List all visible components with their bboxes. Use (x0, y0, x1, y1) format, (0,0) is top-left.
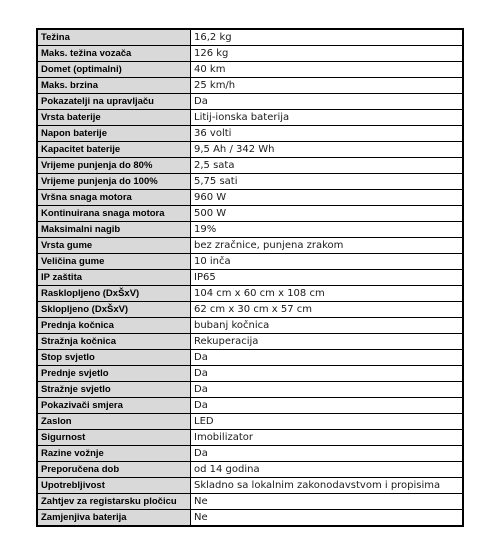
spec-value: Da (191, 382, 464, 398)
spec-value: 500 W (191, 206, 464, 222)
spec-label: Domet (optimalni) (37, 62, 191, 78)
spec-row (37, 366, 463, 382)
spec-value: Ne (191, 510, 464, 527)
spec-row (37, 270, 463, 286)
spec-label: Vrsta baterije (37, 110, 191, 126)
spec-label: Zamjenjiva baterija (37, 510, 191, 527)
spec-row (37, 286, 463, 302)
spec-label: Pokazatelji na upravljaču (37, 94, 191, 110)
spec-value: 960 W (191, 190, 464, 206)
spec-row (37, 350, 463, 366)
spec-value: Litij-ionska baterija (191, 110, 464, 126)
spec-label: Upotrebljivost (37, 478, 191, 494)
spec-row (37, 302, 463, 318)
spec-label: Pokazivači smjera (37, 398, 191, 414)
spec-row (37, 430, 463, 446)
spec-label: Prednja kočnica (37, 318, 191, 334)
spec-label: Veličina gume (37, 254, 191, 270)
spec-value: LED (191, 414, 464, 430)
spec-row (37, 190, 463, 206)
spec-label: Zaslon (37, 414, 191, 430)
spec-label: Razine vožnje (37, 446, 191, 462)
spec-row (37, 478, 463, 494)
spec-row (37, 238, 463, 254)
spec-label: Prednje svjetlo (37, 366, 191, 382)
spec-value: 10 inča (191, 254, 464, 270)
spec-label: Sigurnost (37, 430, 191, 446)
spec-row (37, 29, 463, 46)
spec-row (37, 446, 463, 462)
spec-label: Vrijeme punjenja do 80% (37, 158, 191, 174)
spec-value: 19% (191, 222, 464, 238)
spec-label: Maks. brzina (37, 78, 191, 94)
spec-value: bubanj kočnica (191, 318, 464, 334)
spec-row (37, 318, 463, 334)
spec-value: Ne (191, 494, 464, 510)
spec-label: Napon baterije (37, 126, 191, 142)
spec-value: Da (191, 446, 464, 462)
spec-value: 104 cm x 60 cm x 108 cm (191, 286, 464, 302)
spec-row (37, 494, 463, 510)
spec-value: Da (191, 366, 464, 382)
spec-label: Zahtjev za registarsku pločicu (37, 494, 191, 510)
spec-value: bez zračnice, punjena zrakom (191, 238, 464, 254)
spec-value: 36 volti (191, 126, 464, 142)
spec-value: 2,5 sata (191, 158, 464, 174)
spec-row (37, 334, 463, 350)
spec-row (37, 158, 463, 174)
spec-value: 5,75 sati (191, 174, 464, 190)
specifications-table-body (37, 29, 463, 526)
spec-value: 9,5 Ah / 342 Wh (191, 142, 464, 158)
spec-value: Rekuperacija (191, 334, 464, 350)
spec-label: Težina (37, 29, 191, 46)
spec-label: Vrsta gume (37, 238, 191, 254)
spec-row (37, 142, 463, 158)
spec-value: 16,2 kg (191, 29, 464, 46)
spec-value: Skladno sa lokalnim zakonodavstvom i propisima (191, 478, 464, 494)
spec-row (37, 126, 463, 142)
spec-label: Preporučena dob (37, 462, 191, 478)
spec-label: Rasklopljeno (DxŠxV) (37, 286, 191, 302)
spec-value: 40 km (191, 62, 464, 78)
spec-label: Sklopljeno (DxŠxV) (37, 302, 191, 318)
spec-value: 62 cm x 30 cm x 57 cm (191, 302, 464, 318)
spec-label: Stražnja kočnica (37, 334, 191, 350)
spec-label: Kapacitet baterije (37, 142, 191, 158)
spec-row (37, 174, 463, 190)
spec-label: Vršna snaga motora (37, 190, 191, 206)
spec-row (37, 254, 463, 270)
spec-row (37, 382, 463, 398)
spec-value: od 14 godina (191, 462, 464, 478)
spec-row (37, 110, 463, 126)
specifications-table (36, 28, 464, 527)
spec-value: Imobilizator (191, 430, 464, 446)
spec-row (37, 510, 463, 527)
spec-row (37, 206, 463, 222)
spec-row (37, 462, 463, 478)
spec-row (37, 414, 463, 430)
spec-value: 126 kg (191, 46, 464, 62)
spec-row (37, 398, 463, 414)
spec-label: Stražnje svjetlo (37, 382, 191, 398)
spec-label: Vrijeme punjenja do 100% (37, 174, 191, 190)
spec-row (37, 94, 463, 110)
spec-label: IP zaštita (37, 270, 191, 286)
spec-row (37, 62, 463, 78)
spec-row (37, 78, 463, 94)
spec-value: IP65 (191, 270, 464, 286)
spec-value: Da (191, 350, 464, 366)
spec-value: Da (191, 398, 464, 414)
spec-row (37, 222, 463, 238)
spec-value: 25 km/h (191, 78, 464, 94)
spec-label: Maksimalni nagib (37, 222, 191, 238)
spec-label: Stop svjetlo (37, 350, 191, 366)
spec-value: Da (191, 94, 464, 110)
spec-row (37, 46, 463, 62)
spec-label: Maks. težina vozača (37, 46, 191, 62)
spec-label: Kontinuirana snaga motora (37, 206, 191, 222)
